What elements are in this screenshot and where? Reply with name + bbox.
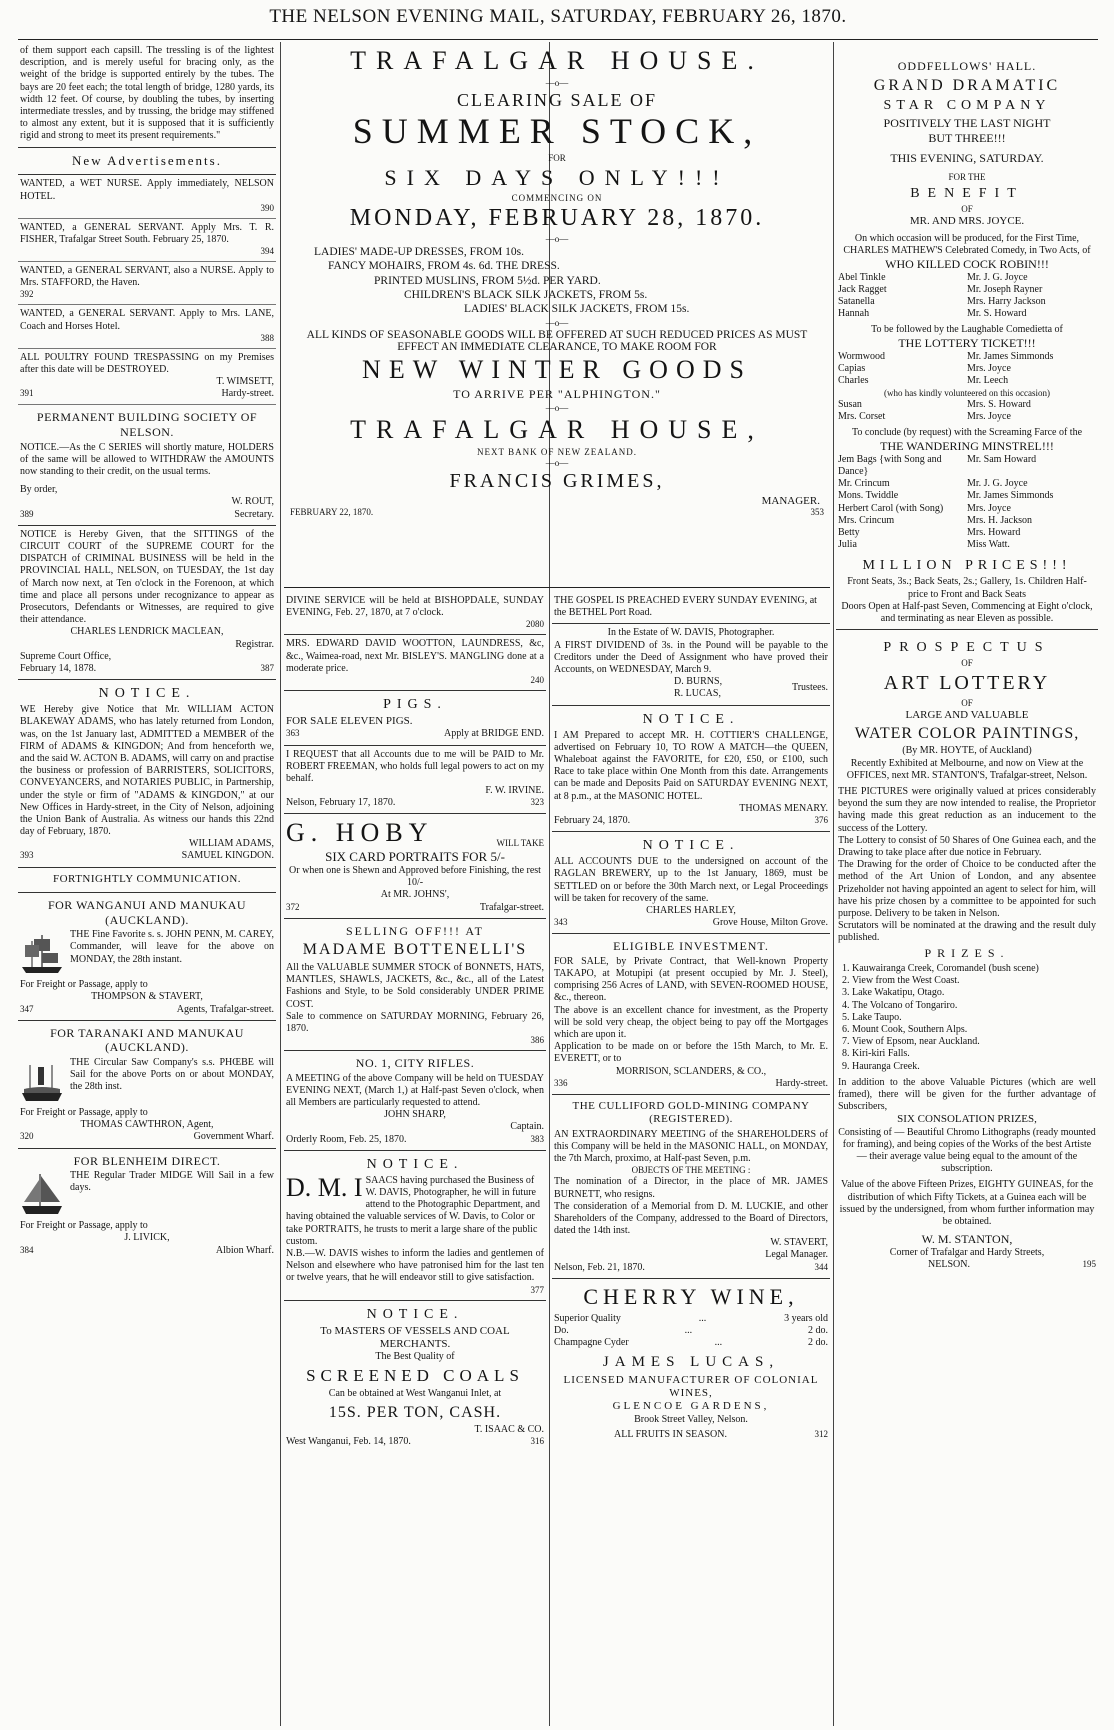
screened-coals-ad: NOTICE. To MASTERS OF VESSELS AND COAL MERCHANTS. The Best Quality of SCREENED COALS Can be obtained at West Wanganui Inlet, at 15S. PER TON, CASH. T. ISAAC & CO. West Wanganui, Feb. 14, 1870. 316 — [286, 1306, 544, 1448]
steamship-icon — [20, 1059, 64, 1105]
adams-kingdon-notice: NOTICE. WE Hereby give Notice that Mr. WILLIAM ACTON BLAKEWAY ADAMS, who has lately returned from London, was, on the 1st January last, ADMITTED a MEMBER of the FIRM of ADAMS & KINGDON; And from henceforth we, and the said W. ACTON B. ADAMS, will carry on and practise the business or profession of BARRISTERS, SOLICITORS, CONVEYANCERS, and NOTARIES PUBLIC, in Partnership, under the style or firm of "ADAMS & KINGDON," at our New Offices in Hardy-street, in the City of Nelson, adjoining the Union Bank of Australia. As witness our hands this 22nd day of February, 1870. WILLIAM ADAMS, 393 SAMUEL KINGDON. — [18, 680, 276, 868]
new-ads-heading: New Advertisements. — [72, 152, 222, 168]
cast-list-cock-robin: Abel Tinkle Mr. J. G. Joyce Jack Ragget Mr. Joseph Rayner Satanella Mrs. Harry Jackson Hannah Mr. S. Howard — [838, 271, 1046, 320]
poultry-ad: ALL POULTRY FOUND TRESPASSING on my Premises after this date will be DESTROYED. T. WIMSETT, 391 Hardy-street. — [18, 349, 276, 406]
eligible-investment-ad: ELIGIBLE INVESTMENT. FOR SALE, by Private Contract, that Well-known Property TAKAPO, at Motupipi (at present occupied by Mr. J. Steel), comprising 256 Acres of LAND, with SEVEN-ROOMED HOUSE, &c., thereon. The above is an excellent chance for investment, as the Property will be sold very cheap, the object being to pay off the Mortgages which are upon it. Application to be made on or before the 15th March, to Mr. E. EVERETT, or to MORRISON, SCLANDERS, & CO., 336 Hardy-street. — [552, 934, 830, 1095]
column-3 — [552, 592, 830, 1726]
cast-list-lottery-ticket: Wormwood Mr. James Simmonds Capias Mrs. Joyce Charles Mr. Leech — [838, 351, 1054, 387]
column-4 — [836, 42, 1098, 1726]
prize-list: 1. Kauwairanga Creek, Coromandel (bush scene) 2. View from the West Coast. 3. Lake Wakatipu, Otago. 4. The Volcano of Tongariro. 5. Lake Taupo. 6. Mount Cook, Southern Alps. 7. View of Epsom, near Auckland. 8. Kiri-kiri Falls. 9. Hauranga Creek. — [838, 963, 1096, 1073]
taranaki-shipping-ad: FOR TARANAKI AND MANUKAU (AUCKLAND). THE Circular Saw Company's s.s. PHŒBE will Sail for the above Ports on or about MONDAY, the 28th inst. For Freight or Passage, apply to THOMAS CAWTHRON, Agent, 320 Government Wharf. — [18, 1021, 276, 1149]
city-rifles-ad: NO. 1, CITY RIFLES. A MEETING of the above Company will be held on TUESDAY EVENING NEXT, (March 1,) at Half-past Seven o'clock, when all Members are particularly requested to attend. JOHN SHARP, Captain. Orderly Room, Feb. 25, 1870. 383 — [284, 1051, 546, 1151]
art-lottery-prospectus: PROSPECTUS OF ART LOTTERY OF LARGE AND VALUABLE WATER COLOR PAINTINGS, (By MR. HOYTE, of Auckland) Recently Exhibited at Melbourne, and now on View at the OFFICES, next MR. STANTON'S, Trafalgar-street, Nelson. THE PICTURES were originally valued at prices considerably beyond the sum they are now intended to realise, the Proprietor having made this great reduction as an inducement to the success of the Lottery. The Lottery to consist of 50 Shares of One Guinea each, and the Drawing to take place after due notice in February. The Drawing for the order of Choice to be conducted after the method of the Art Union of London, and any absentee Prizeholder not having appointed an agent to select for him, will have his prize chosen by a committee to be appointed for such purpose. Delivery to be taken in Nelson. Scrutators will be nominated at the drawing and the result duly published. PRIZES. 1. Kauwairanga Creek, Coromandel (bush scene) 2. View from the West Coast. 3. Lake Wakatipu, Otago. 4. The Volcano of Tongariro. 5. Lake Taupo. 6. Mount Cook, Southern Alps. 7. View of Epsom, near Auckland. 8. Kiri-kiri Falls. 9. Hauranga Creek. In addition to the above Valuable Pictures (which are well framed), there will be given for the further advantage of Subscribers, SIX CONSOLATION PRIZES, Consisting of — Beautiful Chromo Lithographs (ready mounted for framing), and being copies of the Works of the best Artiste — their average value being equal to the amount of the subscription. Value of the above Fifteen Prizes, EIGHTY GUINEAS, for the distribution of which Fifty Tickets, at a Guinea each will be issued by the undersigned, from whom further information may be obtained. W. M. STANTON, Corner of Trafalgar and Hardy Streets, NELSON. 195 — [836, 630, 1098, 1275]
column-2 — [284, 592, 546, 1726]
column-1 — [18, 42, 276, 1726]
column-rule — [833, 42, 834, 1726]
wanganui-shipping-ad: FOR WANGANUI AND MANUKAU (AUCKLAND). THE Fine Favorite s. s. JOHN PENN, M. CAREY, Commander, will leave for the above on MONDAY, the 28th instant. For Freight or Passage, apply to THOMPSON & STAVERT, 347 Agents, Trafalgar-street. — [18, 893, 276, 1021]
wanted-ad-3: WANTED, a GENERAL SERVANT, also a NURSE. Apply to Mrs. STAFFORD, the Haven. 392 — [18, 262, 276, 305]
wanted-ad-2: WANTED, a GENERAL SERVANT. Apply Mrs. T. R. FISHER, Trafalgar Street South. February 25, 1870. 394 — [18, 219, 276, 262]
trafalgar-house-ad: TRAFALGAR HOUSE. —o— CLEARING SALE OF SUMMER STOCK, FOR SIX DAYS ONLY!!! COMMENCING ON MONDAY, FEBRUARY 28, 1870. —o— LADIES' MADE-UP DRESSES, FROM 10s. FANCY MOHAIRS, FROM 4s. 6d. THE DRESS. PRINTED MUSLINS, FROM 5½d. PER YARD. CHILDREN'S BLACK SILK JACKETS, FROM 5s. LADIES' BLACK SILK JACKETS, FROM 15s. —o— ALL KINDS OF SEASONABLE GOODS WILL BE OFFERED AT SUCH REDUCED PRICES AS MUST EFFECT AN IMMEDIATE CLEARANCE, TO MAKE ROOM FOR NEW WINTER GOODS TO ARRIVE PER "ALPHINGTON." —o— TRAFALGAR HOUSE, NEXT BANK OF NEW ZEALAND. —o— FRANCIS GRIMES, MANAGER. FEBRUARY 22, 1870. 353 — [284, 42, 830, 588]
fortnightly-heading: FORTNIGHTLY COMMUNICATION. — [52, 872, 242, 885]
court-notice: NOTICE is Hereby Given, that the SITTINGS of the CIRCUIT COURT of the SUPREME COURT for the DISPATCH of CRIMINAL BUSINESS will be held in the PROVINCIAL HALL, NELSON, on TUESDAY, the 1st day of March now next, at Ten o'clock in the Forenoon, at which time and place all persons under recognizance to appear as Prosecutors, Defendants or Witnesses, are required to give their attendance. CHARLES LENDRICK MACLEAN, Registrar. Supreme Court Office, February 14, 1878. 387 — [18, 526, 276, 680]
cherry-wine-ad: CHERRY WINE, Superior Quality ... 3 years old Do. ... 2 do. Champagne Cyder ... 2 do. JAMES LUCAS, LICENSED MANUFACTURER OF COLONIAL WINES, GLENCOE GARDENS, Brook Street Valley, Nelson. ALL FRUITS IN SEASON. 312 — [554, 1283, 828, 1440]
pigs-ad: PIGS. FOR SALE ELEVEN PIGS. 363 Apply at BRIDGE END. — [284, 691, 546, 746]
column-rule — [280, 42, 281, 1726]
hoby-portraits-ad: G. HOBY WILL TAKE SIX CARD PORTRAITS FOR 5/- Or when one is Shewn and Approved before Finishing, the rest 10/- At MR. JOHNS', 372 Trafalgar-street. — [284, 814, 546, 918]
menary-challenge-notice: NOTICE. I AM Prepared to accept MR. H. COTTIER'S CHALLENGE, advertised on February 10, TO ROW A MATCH—the QUEEN, Whaleboat against the FAVORITE, for £20, £50, or £100, such Race to take place within One Month from this date. Arrangements can be made and Deposits Paid on SATURDAY EVENING NEXT, at 8 p.m., at the MASONIC HOTEL. THOMAS MENARY. February 24, 1870. 376 — [552, 706, 830, 833]
harley-notice: NOTICE. ALL ACCOUNTS DUE to the undersigned on account of the RAGLAN BREWERY, up to the 1st January, 1869, must be SETTLED on or before the 30th March next, or Legal Proceedings will be taken for recovery of the same. CHARLES HARLEY, 343 Grove House, Milton Grove. — [552, 832, 830, 934]
cast-list-minstrel: Jem Bags {with Song and Dance} Mr. Sam Howard Mr. Crincum Mr. J. G. Joyce Mons. Twiddle Mr. James Simmonds Herbert Carol (with Song) Mrs. Joyce Mrs. Crincum Mrs. H. Jackson Betty Mrs. Howard Julia Miss Watt. — [838, 453, 1054, 551]
laundress-ad: MRS. EDWARD DAVID WOOTTON, LAUNDRESS, &c, &c., Waimea-road, next Mr. BISLEY'S. MANGLING done at a moderate price. 240 — [284, 635, 546, 691]
culliford-meeting-ad: THE CULLIFORD GOLD-MINING COMPANY (REGISTERED). AN EXTRAORDINARY MEETING of the SHAREHOLDERS of this Company will be held in the MASONIC HALL, on MONDAY, the 7th March, proximo, at Half-past Seven, p.m. OBJECTS OF THE MEETING : The nomination of a Director, in the place of MR. JAMES BURNETT, who resigns. The consideration of a Memorial from D. M. LUCKIE, and other Shareholders of the Company, addressed to the Board of Directors, dated the 14th inst. W. STAVERT, Legal Manager. Nelson, Feb. 21, 1870. 344 — [552, 1095, 830, 1279]
blenheim-shipping-ad: FOR BLENHEIM DIRECT. THE Regular Trader MIDGE Will Sail in a few days. For Freight or Passage, apply to J. LIVICK, 384 Albion Wharf. — [20, 1153, 274, 1256]
schooner-icon — [20, 1172, 64, 1218]
madame-bottenelli-ad: SELLING OFF!!! AT MADAME BOTTENELLI'S All the VALUABLE SUMMER STOCK of BONNETS, HATS, MANTLES, SHAWLS, JACKETS, &c., &c., all of the Latest Fashions and Style, to be Sold considerably UNDER PRIME COST. Sale to commence on SATURDAY MORNING, February 26, 1870. 386 — [284, 919, 546, 1051]
davis-dividend-ad: In the Estate of W. DAVIS, Photographer. A FIRST DIVIDEND of 3s. in the Pound will be payable to the Creditors under the Deed of Assignment who have proved their Accounts, on WEDNESDAY, March 9. D. BURNS, R. LUCAS, Trustees. — [552, 624, 830, 705]
building-society-ad: PERMANENT BUILDING SOCIETY OF NELSON. NOTICE.—As the C SERIES will shortly mature, HOLDERS of the same will be allowed to WITHDRAW the AMOUNTS now standing to their credit, on the usual terms. By order, W. ROUT, 389 Secretary. — [18, 405, 276, 525]
gospel-ad: THE GOSPEL IS PREACHED EVERY SUNDAY EVENING, at the BETHEL Port Road. — [552, 592, 830, 624]
wanted-ad-1: WANTED, a WET NURSE. Apply immediately, NELSON HOTEL. 390 — [18, 175, 276, 218]
wanted-ad-4: WANTED, a GENERAL SERVANT. Apply to Mrs. LANE, Coach and Horses Hotel. 388 — [18, 305, 276, 348]
masthead: THE NELSON EVENING MAIL, SATURDAY, FEBRUARY 26, 1870. — [18, 6, 1098, 40]
irvine-ad: I REQUEST that all Accounts due to me will be PAID to Mr. ROBERT FREEMAN, who holds full legal powers to act on my behalf. F. W. IRVINE. Nelson, February 17, 1870. 323 — [284, 746, 546, 815]
sailing-ship-icon — [20, 931, 64, 977]
trafalgar-price-list: LADIES' MADE-UP DRESSES, FROM 10s. FANCY MOHAIRS, FROM 4s. 6d. THE DRESS. PRINTED MUSLINS, FROM 5½d. PER YARD. CHILDREN'S BLACK SILK JACKETS, FROM 5s. LADIES' BLACK SILK JACKETS, FROM 15s. — [314, 245, 690, 316]
divine-service-ad: DIVINE SERVICE will be held at BISHOPDALE, SUNDAY EVENING, Feb. 27, 1870, at 7 o'clock. 2080 — [284, 592, 546, 635]
isaacs-photographer-ad: NOTICE. D. M. I SAACS having purchased the Business of W. DAVIS, Photographer, he will in future attend to the Photographic Department, and having obtained the valuable services of W. Davis, to Color or take PORTRAITS, he trusts to merit a large share of the public custom. N.B.—W. DAVIS wishes to inform the ladies and gentlemen of Nelson and elsewhere who have patronised him for the last ten or twelve years, that he will endeavor still to give satisfaction. 377 — [284, 1151, 546, 1301]
oddfellows-hall-ad: ODDFELLOWS' HALL. GRAND DRAMATIC STAR COMPANY POSITIVELY THE LAST NIGHT BUT THREE!!! THIS EVENING, SATURDAY. FOR THE BENEFIT OF MR. AND MRS. JOYCE. On which occasion will be produced, for the First Time, CHARLES MATHEW'S Celebrated Comedy, in Two Acts, of WHO KILLED COCK ROBIN!!! Abel Tinkle Mr. J. G. Joyce Jack Ragget Mr. Joseph Rayner Satanella Mrs. Harry Jackson Hannah Mr. S. Howard To be followed by the Laughable Comedietta of THE LOTTERY TICKET!!! Wormwood Mr. James Simmonds Capias Mrs. Joyce Charles Mr. Leech (who has kindly volunteered on this occasion) Susan Mrs. S. Howard Mrs. Corset Mrs. Joyce To conclude (by request) with the Screaming Farce of the THE WANDERING MINSTREL!!! Jem Bags {with Song and Dance} Mr. Sam Howard Mr. Crincum Mr. J. G. Joyce Mons. Twiddle Mr. James Simmonds Herbert Carol (with Song) Mrs. Joyce Mrs. Crincum Mrs. H. Jackson Betty Mrs. Howard Julia Miss Watt. MILLION PRICES!!! Front Seats, 3s.; Back Seats, 2s.; Gallery, 1s. Children Half-price to Front and Back Seats Doors Open at Half-past Seven, Commencing at Eight o'clock, and terminating as near Eleven as possible. — [836, 42, 1098, 630]
bridge-article: of them support each capsill. The tressling is of the lightest description, and is merely useful for bracing only, as the weight of the bridge is supported entirely by the tubes. The bays are 20 feet each; the total length of bridge, 1280 yards, its width 12 feet. Of course, by doubling the tubes, by inserting intermediate tressles, and by trussing, the bridge may stiffened to almost any extent, but it is supposed that it is sufficiently rigid and strong to meet its present requirements." — [18, 42, 276, 148]
